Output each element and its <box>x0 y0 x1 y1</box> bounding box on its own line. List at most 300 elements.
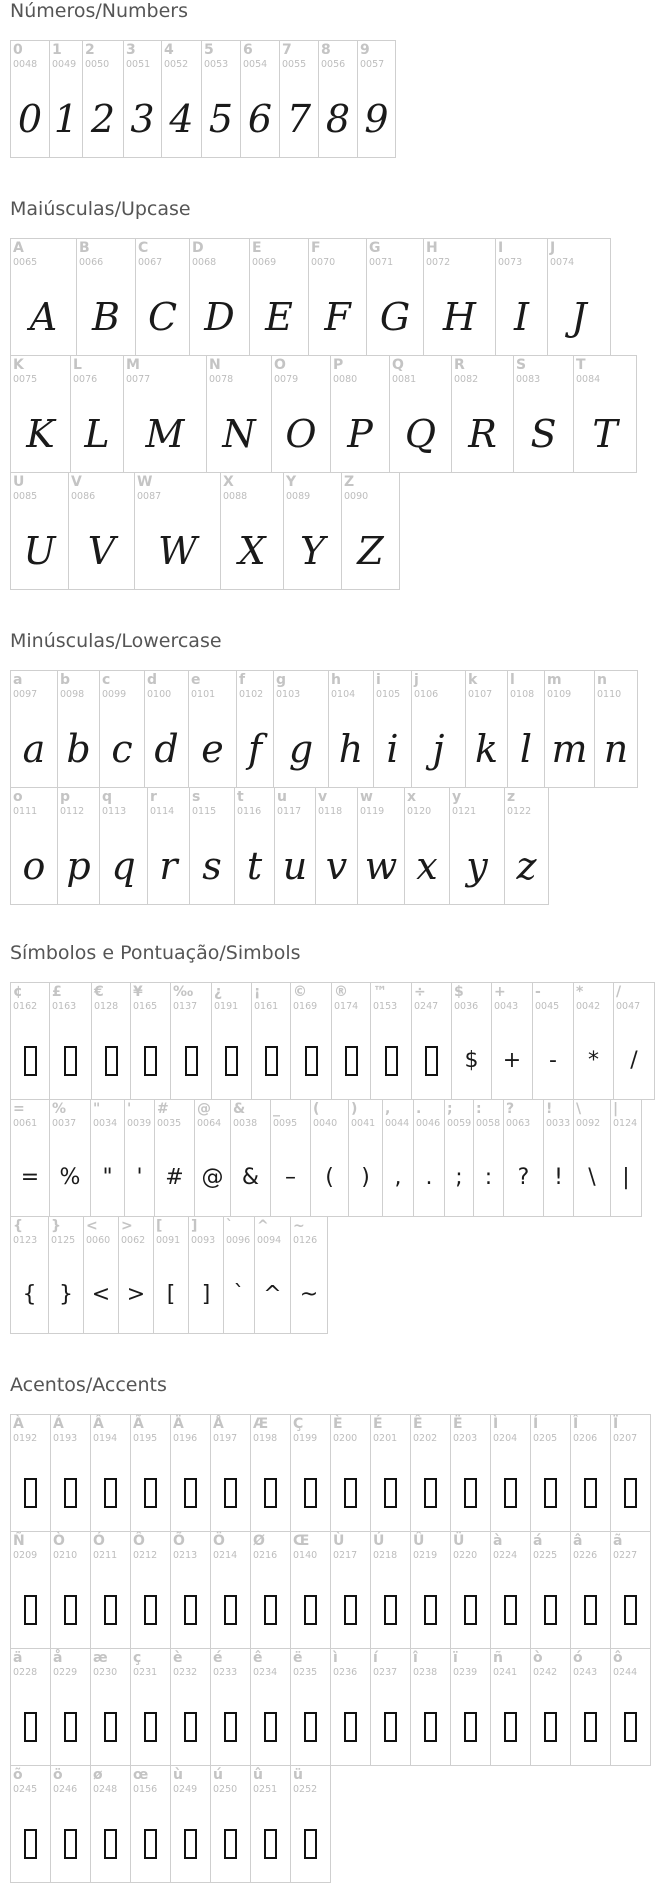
glyph-code: 0195 <box>133 1433 158 1444</box>
glyph-label: Û <box>413 1533 425 1549</box>
glyph-sample: I <box>513 295 529 339</box>
glyph-sample: s <box>202 844 222 888</box>
glyph-cell <box>274 671 329 788</box>
glyph-sample <box>291 1806 330 1882</box>
glyph-label: R <box>454 357 465 373</box>
glyph-label: % <box>52 1101 67 1117</box>
glyph-cell <box>190 239 250 356</box>
glyph-label: 1 <box>52 42 62 58</box>
missing-glyph-box <box>304 1478 317 1508</box>
glyph-label: © <box>293 984 307 1000</box>
glyph-sample <box>331 1689 370 1765</box>
glyph-sample <box>491 1572 530 1648</box>
glyph-label: 3 <box>126 42 136 58</box>
glyph-label: À <box>13 1416 24 1432</box>
glyph-code: 0243 <box>573 1667 598 1678</box>
glyph-sample: S <box>530 412 557 456</box>
glyph-label: / <box>616 984 622 1000</box>
glyph-code: 0088 <box>223 491 248 502</box>
missing-glyph-box <box>264 1595 277 1625</box>
glyph-label: H <box>426 240 438 256</box>
glyph-label: , <box>385 1101 391 1117</box>
glyph-cell <box>445 1100 474 1217</box>
glyph-label: & <box>233 1101 246 1117</box>
glyph-label: l <box>510 672 515 688</box>
glyph-cell <box>162 41 202 158</box>
glyph-cell <box>451 1532 491 1649</box>
glyph-code: 0066 <box>79 257 104 268</box>
glyph-cell <box>451 1649 491 1766</box>
glyph-label: n <box>597 672 607 688</box>
glyph-label: $ <box>454 984 464 1000</box>
glyph-code: 0123 <box>13 1235 38 1246</box>
glyph-code: 0251 <box>253 1784 278 1795</box>
glyph-label: F <box>311 240 321 256</box>
glyph-sample: o <box>22 844 46 888</box>
glyph-cell <box>119 1217 154 1334</box>
glyph-sample <box>91 1806 130 1882</box>
glyph-code: 0067 <box>138 257 163 268</box>
missing-glyph-box <box>544 1712 557 1742</box>
glyph-cell <box>190 788 235 905</box>
glyph-code: 0219 <box>413 1550 438 1561</box>
glyph-sample: ( <box>325 1165 334 1190</box>
glyph-label: E <box>252 240 262 256</box>
glyph-label: b <box>60 672 71 688</box>
glyph-sample: 2 <box>90 97 116 141</box>
glyph-cell <box>574 983 614 1100</box>
glyph-cell <box>211 1415 251 1532</box>
glyph-sample <box>211 1455 250 1531</box>
glyph-code: 0049 <box>52 59 77 70</box>
glyph-sample: / <box>630 1048 638 1073</box>
glyph-label: ó <box>573 1650 583 1666</box>
glyph-label: æ <box>93 1650 108 1666</box>
glyph-label: Æ <box>253 1416 269 1432</box>
glyph-sample: ! <box>554 1165 563 1190</box>
missing-glyph-box <box>624 1712 637 1742</box>
glyph-cell <box>411 1415 451 1532</box>
glyph-code: 0046 <box>416 1118 441 1129</box>
glyph-label: Ø <box>253 1533 265 1549</box>
glyph-code: 0211 <box>93 1550 118 1561</box>
glyph-label: Å <box>213 1416 224 1432</box>
glyph-sample: c <box>111 727 133 771</box>
glyph-cell <box>251 1532 291 1649</box>
glyph-label: Ä <box>173 1416 184 1432</box>
glyph-sample <box>451 1455 490 1531</box>
glyph-code: 0232 <box>173 1667 198 1678</box>
glyph-label: ê <box>253 1650 263 1666</box>
glyph-code: 0218 <box>373 1550 398 1561</box>
glyph-cell <box>531 1415 571 1532</box>
glyph-code: 0084 <box>576 374 601 385</box>
glyph-code: 0165 <box>133 1001 158 1012</box>
glyph-sample: y <box>466 844 488 888</box>
glyph-code: 0220 <box>453 1550 478 1561</box>
glyph-code: 0249 <box>173 1784 198 1795</box>
glyph-sample <box>531 1572 570 1648</box>
glyph-sample: # <box>165 1165 184 1190</box>
glyph-code: 0085 <box>13 491 38 502</box>
glyph-code: 0071 <box>369 257 394 268</box>
glyph-code: 0042 <box>576 1001 601 1012</box>
glyph-cell <box>11 1649 51 1766</box>
glyph-sample: 3 <box>130 97 155 141</box>
glyph-cell <box>331 356 390 473</box>
glyph-label: Ò <box>53 1533 65 1549</box>
glyph-cell <box>11 671 58 788</box>
glyph-cell <box>450 788 505 905</box>
glyph-sample <box>91 1572 130 1648</box>
glyph-code: 0038 <box>233 1118 258 1129</box>
glyph-sample: , <box>394 1165 402 1190</box>
missing-glyph-box <box>144 1712 157 1742</box>
glyph-label: ` <box>226 1218 233 1234</box>
glyph-label: T <box>576 357 586 373</box>
glyph-cell <box>211 1766 251 1883</box>
glyph-label: ) <box>351 1101 358 1117</box>
glyph-code: 0048 <box>13 59 38 70</box>
missing-glyph-box <box>384 1595 397 1625</box>
missing-glyph-box <box>304 1595 317 1625</box>
missing-glyph-box <box>224 1595 237 1625</box>
glyph-sample <box>412 1023 451 1099</box>
glyph-sample: J <box>571 295 587 339</box>
glyph-cell <box>255 1217 291 1334</box>
glyph-label: D <box>192 240 204 256</box>
glyph-cell <box>331 1415 371 1532</box>
glyph-label: h <box>331 672 341 688</box>
missing-glyph-box <box>184 1478 197 1508</box>
glyph-cell <box>124 356 207 473</box>
glyph-cell <box>367 239 424 356</box>
glyph-sample <box>531 1689 570 1765</box>
glyph-cell <box>11 1217 49 1334</box>
glyph-sample: V <box>87 529 116 573</box>
glyph-sample <box>371 1455 410 1531</box>
glyph-code: 0231 <box>133 1667 158 1678</box>
glyph-cell <box>251 1649 291 1766</box>
glyph-label: ÷ <box>414 984 426 1000</box>
glyph-label: Ì <box>493 1416 499 1432</box>
glyph-label: e <box>191 672 201 688</box>
glyph-code: 0226 <box>573 1550 598 1561</box>
glyph-sample: ? <box>517 1165 530 1190</box>
glyph-sample: : <box>484 1165 493 1190</box>
glyph-label: * <box>576 984 584 1000</box>
glyph-code: 0162 <box>13 1001 38 1012</box>
glyph-cell <box>50 1100 91 1217</box>
glyph-code: 0202 <box>413 1433 438 1444</box>
glyph-sample: L <box>84 412 110 456</box>
glyph-sample: ^ <box>263 1282 282 1307</box>
missing-glyph-box <box>184 1829 197 1859</box>
glyph-cell <box>331 1532 371 1649</box>
glyph-cell <box>71 356 124 473</box>
missing-glyph-box <box>624 1478 637 1508</box>
glyph-label: ( <box>313 1101 320 1117</box>
glyph-label: i <box>376 672 381 688</box>
glyph-sample: P <box>347 412 373 456</box>
glyph-code: 0252 <box>293 1784 318 1795</box>
glyph-cell <box>91 1415 131 1532</box>
section-title: Números/Numbers <box>10 0 188 22</box>
missing-glyph-box <box>384 1712 397 1742</box>
missing-glyph-box <box>504 1478 517 1508</box>
glyph-sample: M <box>145 412 185 456</box>
missing-glyph-box <box>504 1595 517 1625</box>
glyph-sample: Y <box>299 529 326 573</box>
glyph-code: 0051 <box>126 59 151 70</box>
glyph-label: < <box>86 1218 98 1234</box>
glyph-cell <box>131 983 171 1100</box>
glyph-sample <box>92 1023 130 1099</box>
glyph-label: ø <box>93 1767 103 1783</box>
missing-glyph-box <box>24 1712 37 1742</box>
glyph-code: 0090 <box>344 491 369 502</box>
glyph-cell <box>545 671 595 788</box>
glyph-cell <box>155 1100 195 1217</box>
glyph-cell <box>11 983 50 1100</box>
missing-glyph-box <box>225 1046 238 1076</box>
glyph-code: 0116 <box>237 806 262 817</box>
glyph-label: € <box>94 984 104 1000</box>
glyph-code: 0060 <box>86 1235 111 1246</box>
glyph-sample <box>531 1455 570 1531</box>
glyph-code: 0044 <box>385 1118 410 1129</box>
glyph-code: 0198 <box>253 1433 278 1444</box>
glyph-sample <box>11 1689 50 1765</box>
missing-glyph-box <box>64 1046 77 1076</box>
glyph-sample <box>571 1572 610 1648</box>
glyph-sample: ` <box>233 1282 245 1307</box>
glyph-cell <box>100 788 148 905</box>
glyph-sample <box>171 1689 210 1765</box>
glyph-code: 0196 <box>173 1433 198 1444</box>
missing-glyph-box <box>24 1478 37 1508</box>
glyph-code: 0193 <box>53 1433 78 1444</box>
glyph-code: 0163 <box>52 1001 77 1012</box>
glyph-sample: 7 <box>286 97 312 141</box>
glyph-code: 0174 <box>334 1001 359 1012</box>
glyph-code: 0098 <box>60 689 85 700</box>
glyph-label: Œ <box>293 1533 310 1549</box>
glyph-code: 0207 <box>613 1433 638 1444</box>
missing-glyph-box <box>425 1046 438 1076</box>
glyph-label: W <box>137 474 153 490</box>
glyph-sample <box>211 1806 250 1882</box>
glyph-cell <box>131 1415 171 1532</box>
glyph-label: w <box>360 789 373 805</box>
glyph-row <box>10 1531 651 1649</box>
glyph-sample: R <box>468 412 497 456</box>
glyph-cell <box>284 473 342 590</box>
glyph-label: ù <box>173 1767 183 1783</box>
glyph-cell <box>51 1649 91 1766</box>
glyph-sample: | <box>622 1165 630 1190</box>
glyph-code: 0224 <box>493 1550 518 1561</box>
glyph-cell <box>611 1649 651 1766</box>
glyph-label: È <box>333 1416 343 1432</box>
glyph-label: [ <box>156 1218 163 1234</box>
glyph-cell <box>491 1532 531 1649</box>
glyph-label: C <box>138 240 149 256</box>
glyph-sample <box>491 1455 530 1531</box>
glyph-cell <box>83 41 124 158</box>
glyph-label: è <box>173 1650 183 1666</box>
glyph-sample: { <box>22 1282 37 1307</box>
glyph-row <box>10 472 400 590</box>
glyph-sample: G <box>379 295 411 339</box>
glyph-label: s <box>192 789 201 805</box>
glyph-cell <box>491 1649 531 1766</box>
glyph-cell <box>189 1217 224 1334</box>
glyph-code: 0137 <box>173 1001 198 1012</box>
glyph-label: ¢ <box>13 984 23 1000</box>
glyph-cell <box>611 1100 642 1217</box>
glyph-code: 0122 <box>507 806 532 817</box>
glyph-cell <box>291 1217 328 1334</box>
glyph-cell <box>145 671 189 788</box>
glyph-label: í <box>373 1650 378 1666</box>
glyph-sample <box>291 1689 330 1765</box>
glyph-sample <box>251 1455 290 1531</box>
glyph-code: 0118 <box>318 806 343 817</box>
glyph-code: 0203 <box>453 1433 478 1444</box>
glyph-label: Î <box>573 1416 579 1432</box>
glyph-label: I <box>498 240 504 256</box>
missing-glyph-box <box>144 1046 157 1076</box>
glyph-label: K <box>13 357 24 373</box>
glyph-cell <box>504 1100 544 1217</box>
glyph-cell <box>411 1532 451 1649</box>
glyph-sample: g <box>288 727 314 771</box>
glyph-code: 0225 <box>533 1550 558 1561</box>
glyph-label: - <box>535 984 541 1000</box>
glyph-cell <box>124 41 162 158</box>
glyph-sample <box>131 1023 170 1099</box>
glyph-code: 0039 <box>127 1118 152 1129</box>
glyph-label: û <box>253 1767 263 1783</box>
glyph-cell <box>371 1649 411 1766</box>
glyph-sample: & <box>241 1165 260 1190</box>
glyph-label: f <box>239 672 246 688</box>
glyph-code: 0214 <box>213 1550 238 1561</box>
glyph-sample: h <box>338 727 364 771</box>
glyph-label: õ <box>13 1767 23 1783</box>
glyph-sample <box>251 1806 290 1882</box>
glyph-row <box>10 1648 651 1766</box>
glyph-cell <box>319 41 358 158</box>
missing-glyph-box <box>264 1478 277 1508</box>
glyph-code: 0109 <box>547 689 572 700</box>
glyph-label: k <box>468 672 478 688</box>
glyph-cell <box>390 356 452 473</box>
glyph-label: É <box>373 1416 383 1432</box>
glyph-sample <box>91 1689 130 1765</box>
glyph-sample: T <box>592 412 618 456</box>
glyph-label: a <box>13 672 23 688</box>
glyph-label: U <box>13 474 25 490</box>
glyph-cell <box>11 788 58 905</box>
glyph-cell <box>571 1649 611 1766</box>
glyph-code: 0227 <box>613 1550 638 1561</box>
glyph-sample: ] <box>201 1282 211 1307</box>
glyph-code: 0201 <box>373 1433 398 1444</box>
glyph-code: 0206 <box>573 1433 598 1444</box>
glyph-sample: i <box>386 727 399 771</box>
glyph-sample: % <box>59 1165 81 1190</box>
glyph-cell <box>371 983 412 1100</box>
glyph-label: j <box>414 672 419 688</box>
glyph-sample <box>451 1689 490 1765</box>
glyph-cell <box>311 1100 349 1217</box>
missing-glyph-box <box>344 1712 357 1742</box>
glyph-label: q <box>102 789 113 805</box>
glyph-sample: u <box>282 844 308 888</box>
glyph-cell <box>92 983 131 1100</box>
missing-glyph-box <box>185 1046 198 1076</box>
glyph-label: œ <box>133 1767 149 1783</box>
glyph-code: 0055 <box>282 59 307 70</box>
glyph-cell <box>231 1100 271 1217</box>
glyph-cell <box>171 1415 211 1532</box>
glyph-cell <box>533 983 574 1100</box>
glyph-code: 0103 <box>276 689 301 700</box>
glyph-label: é <box>213 1650 223 1666</box>
glyph-code: 0120 <box>407 806 432 817</box>
glyph-cell <box>611 1532 651 1649</box>
glyph-cell <box>405 788 450 905</box>
glyph-label: Ú <box>373 1533 385 1549</box>
missing-glyph-box <box>424 1712 437 1742</box>
glyph-cell <box>291 1415 331 1532</box>
glyph-label: S <box>516 357 527 373</box>
glyph-label: ~ <box>293 1218 305 1234</box>
glyph-label: ë <box>293 1650 303 1666</box>
glyph-sample: + <box>502 1048 522 1073</box>
glyph-sample <box>291 1455 330 1531</box>
glyph-sample: Z <box>357 529 384 573</box>
glyph-cell <box>224 1217 255 1334</box>
glyph-label: t <box>237 789 244 805</box>
glyph-label: ® <box>334 984 348 1000</box>
glyph-code: 0212 <box>133 1550 158 1561</box>
glyph-cell <box>235 788 275 905</box>
glyph-sample: a <box>22 727 46 771</box>
glyph-cell <box>211 1649 251 1766</box>
glyph-sample: F <box>324 295 351 339</box>
glyph-cell <box>383 1100 414 1217</box>
glyph-cell <box>11 239 77 356</box>
glyph-code: 0096 <box>226 1235 251 1246</box>
missing-glyph-box <box>265 1046 278 1076</box>
glyph-label: G <box>369 240 381 256</box>
glyph-code: 0140 <box>293 1550 318 1561</box>
glyph-code: 0073 <box>498 257 523 268</box>
glyph-label: + <box>494 984 506 1000</box>
glyph-label: ç <box>133 1650 142 1666</box>
glyph-cell <box>531 1532 571 1649</box>
glyph-sample: C <box>147 295 178 339</box>
glyph-cell <box>466 671 508 788</box>
glyph-sample <box>491 1689 530 1765</box>
glyph-sample <box>571 1689 610 1765</box>
glyph-cell <box>131 1649 171 1766</box>
glyph-cell <box>91 1532 131 1649</box>
glyph-sample: l <box>519 727 533 771</box>
